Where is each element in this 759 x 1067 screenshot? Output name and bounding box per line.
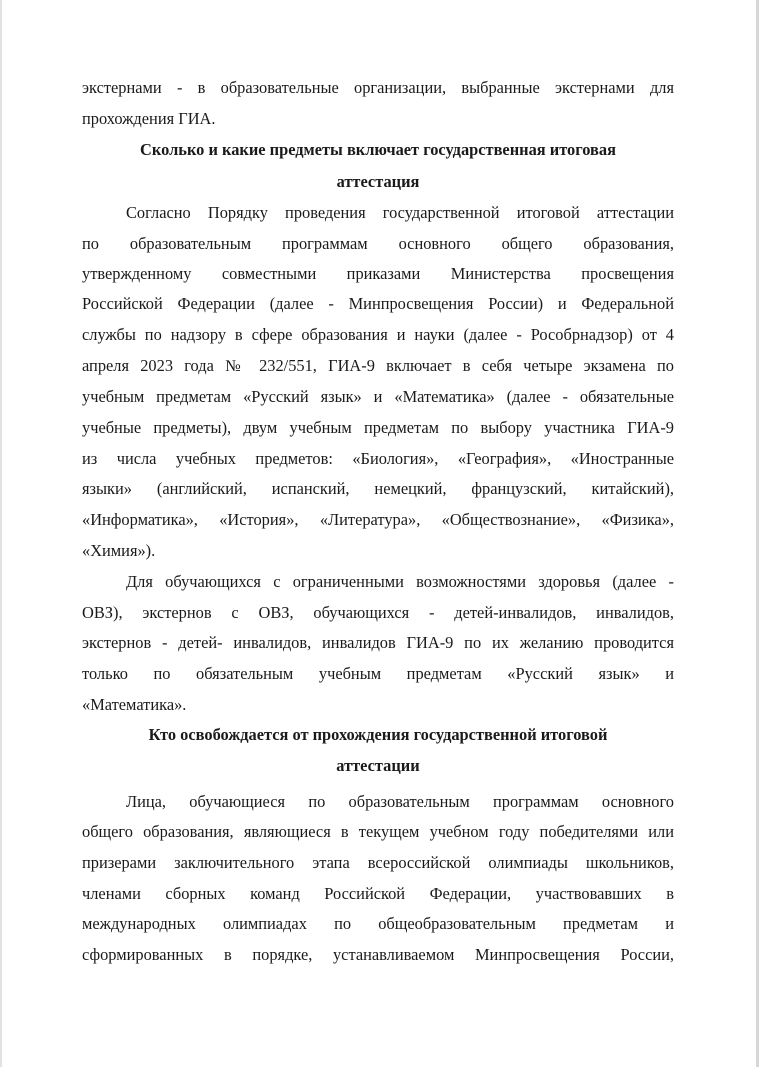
- paragraph-line: призерами заключительного этапа всероссийской олимпиады школьников,: [82, 853, 674, 872]
- paragraph-line: из числа учебных предметов: «Биология», «География», «Иностранные: [82, 449, 674, 468]
- paragraph-line: «Химия»).: [82, 541, 156, 560]
- paragraph-line: сформированных в порядке, устанавливаемом Минпросвещения России,: [82, 945, 674, 964]
- paragraph-line: учебным предметам «Русский язык» и «Математика» (далее - обязательные: [82, 387, 674, 406]
- paragraph-line: ОВЗ), экстернов с ОВЗ, обучающихся - детей-инвалидов, инвалидов,: [82, 603, 674, 622]
- paragraph-line: Лица, обучающиеся по образовательным программам основного: [126, 792, 674, 811]
- paragraph-line: апреля 2023 года № 232/551, ГИА-9 включает в себя четыре экзамена по: [82, 356, 674, 375]
- paragraph-line: только по обязательным учебным предметам «Русский язык» и: [82, 664, 674, 683]
- section-heading: Кто освобождается от прохождения государственной итоговой: [148, 725, 608, 744]
- paragraph-line: службы по надзору в сфере образования и науки (далее - Рособрнадзор) от 4: [82, 325, 674, 344]
- paragraph-line: Для обучающихся с ограниченными возможностями здоровья (далее -: [126, 572, 674, 591]
- paragraph-line: экстернами - в образовательные организации, выбранные экстернами для: [82, 78, 674, 97]
- paragraph-line: Российской Федерации (далее - Минпросвещения России) и Федеральной: [82, 294, 674, 313]
- paragraph-line: членами сборных команд Российской Федерации, участвовавших в: [82, 884, 674, 903]
- paragraph-line: по образовательным программам основного общего образования,: [82, 234, 674, 253]
- page-edge-left: [0, 0, 2, 1067]
- paragraph-line: «Информатика», «История», «Литература», «Обществознание», «Физика»,: [82, 510, 674, 529]
- paragraph-line: утвержденному совместными приказами Министерства просвещения: [82, 264, 674, 283]
- paragraph-line: экстернов - детей- инвалидов, инвалидов ГИА-9 по их желанию проводится: [82, 633, 674, 652]
- paragraph-line: «Математика».: [82, 695, 187, 714]
- section-heading: аттестации: [336, 756, 420, 775]
- paragraph-line: языки» (английский, испанский, немецкий, французский, китайский),: [82, 479, 674, 498]
- section-heading: Сколько и какие предметы включает государственная итоговая: [140, 140, 616, 159]
- paragraph-line: международных олимпиадах по общеобразовательным предметам и: [82, 914, 674, 933]
- paragraph-line: общего образования, являющиеся в текущем учебном году победителями или: [82, 822, 674, 841]
- paragraph-line: прохождения ГИА.: [82, 109, 216, 128]
- paragraph-line: Согласно Порядку проведения государственной итоговой аттестации: [126, 203, 674, 222]
- section-heading: аттестация: [336, 172, 420, 191]
- paragraph-line: учебные предметы), двум учебным предметам по выбору участника ГИА-9: [82, 418, 674, 437]
